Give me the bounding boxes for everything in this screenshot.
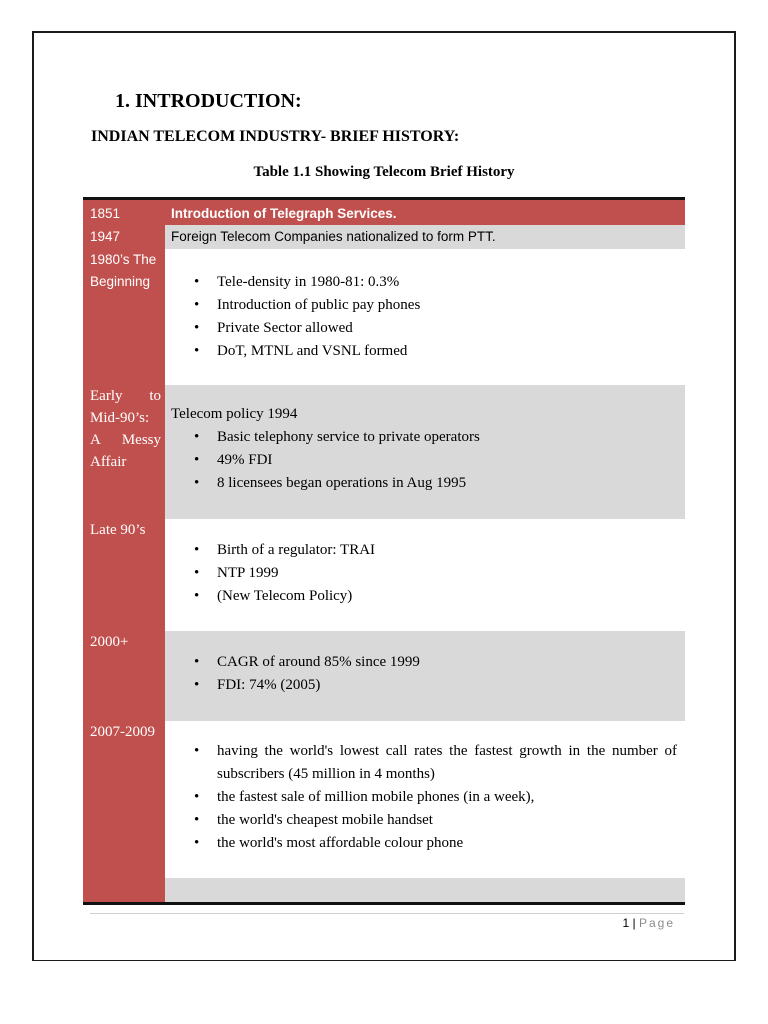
event-cell: [165, 385, 685, 519]
table-row: [83, 200, 685, 225]
year-line: 1980’s The: [90, 252, 157, 267]
list-item: • Basic telephony service to private operators: [217, 426, 677, 449]
history-table: [83, 197, 685, 905]
list-item: • Birth of a regulator: TRAI: [217, 539, 677, 562]
year-line: Mid-90’s:: [90, 410, 150, 426]
page-number: 1: [622, 916, 630, 930]
list-item: • FDI: 74% (2005): [217, 674, 677, 697]
footer-divider: [90, 913, 684, 914]
table-bottom-rule: [83, 902, 685, 905]
year-line: A Messy: [90, 432, 161, 448]
list-item: • (New Telecom Policy): [217, 585, 677, 608]
year-cell: [83, 249, 165, 385]
list-item: • 49% FDI: [217, 449, 677, 472]
list-item: • the world's most affordable colour phone: [217, 832, 677, 855]
bullet-list: [171, 426, 677, 495]
table-row: [83, 385, 685, 519]
list-item: • Tele-density in 1980-81: 0.3%: [217, 271, 677, 294]
page-footer: [622, 916, 675, 930]
list-item: • CAGR of around 85% since 1999: [217, 651, 677, 674]
year-cell: 2007-2009: [83, 721, 165, 878]
year-line: Early to: [90, 388, 161, 404]
sub-heading: INDIAN TELECOM INDUSTRY- BRIEF HISTORY:: [91, 128, 460, 145]
event-cell: [165, 721, 685, 878]
year-line: Beginning: [90, 274, 151, 289]
page-label: Page: [638, 916, 675, 930]
event-cell: [165, 878, 685, 902]
table-row: [83, 519, 685, 631]
list-item: • the world's cheapest mobile handset: [217, 809, 677, 832]
list-item: • Introduction of public pay phones: [217, 294, 677, 317]
year-cell: [83, 385, 165, 519]
year-cell: [83, 878, 165, 902]
year-line: Affair: [90, 454, 127, 470]
table-row: [83, 249, 685, 385]
bullet-list: [171, 651, 677, 697]
list-item: • 8 licensees began operations in Aug 1995: [217, 472, 677, 495]
table-row: [83, 225, 685, 249]
year-cell: Late 90’s: [83, 519, 165, 631]
table-row: [83, 721, 685, 878]
policy-title: Telecom policy 1994: [171, 406, 298, 422]
section-heading: 1. INTRODUCTION:: [115, 90, 302, 112]
event-cell: [165, 249, 685, 385]
event-cell: Foreign Telecom Companies nationalized to form PTT.: [165, 225, 685, 249]
bullet-list: [171, 271, 677, 363]
list-item: • DoT, MTNL and VSNL formed: [217, 340, 677, 363]
event-cell: Introduction of Telegraph Services.: [165, 200, 685, 225]
list-item: • the fastest sale of million mobile phones (in a week),: [217, 786, 677, 809]
table-caption: Table 1.1 Showing Telecom Brief History: [253, 164, 515, 180]
year-cell: 1947: [83, 225, 165, 249]
event-cell: [165, 631, 685, 721]
event-cell: [165, 519, 685, 631]
list-item: • having the world's lowest call rates the fastest growth in the number of subscribers (45 million in 4 months): [217, 740, 677, 786]
bullet-list: [171, 539, 677, 608]
year-cell: 1851: [83, 200, 165, 225]
list-item: • Private Sector allowed: [217, 317, 677, 340]
bullet-list: [171, 740, 677, 855]
page-separator: |: [632, 916, 636, 930]
table-row: [83, 631, 685, 721]
list-item: • NTP 1999: [217, 562, 677, 585]
table-row-empty: [83, 878, 685, 902]
year-cell: 2000+: [83, 631, 165, 721]
